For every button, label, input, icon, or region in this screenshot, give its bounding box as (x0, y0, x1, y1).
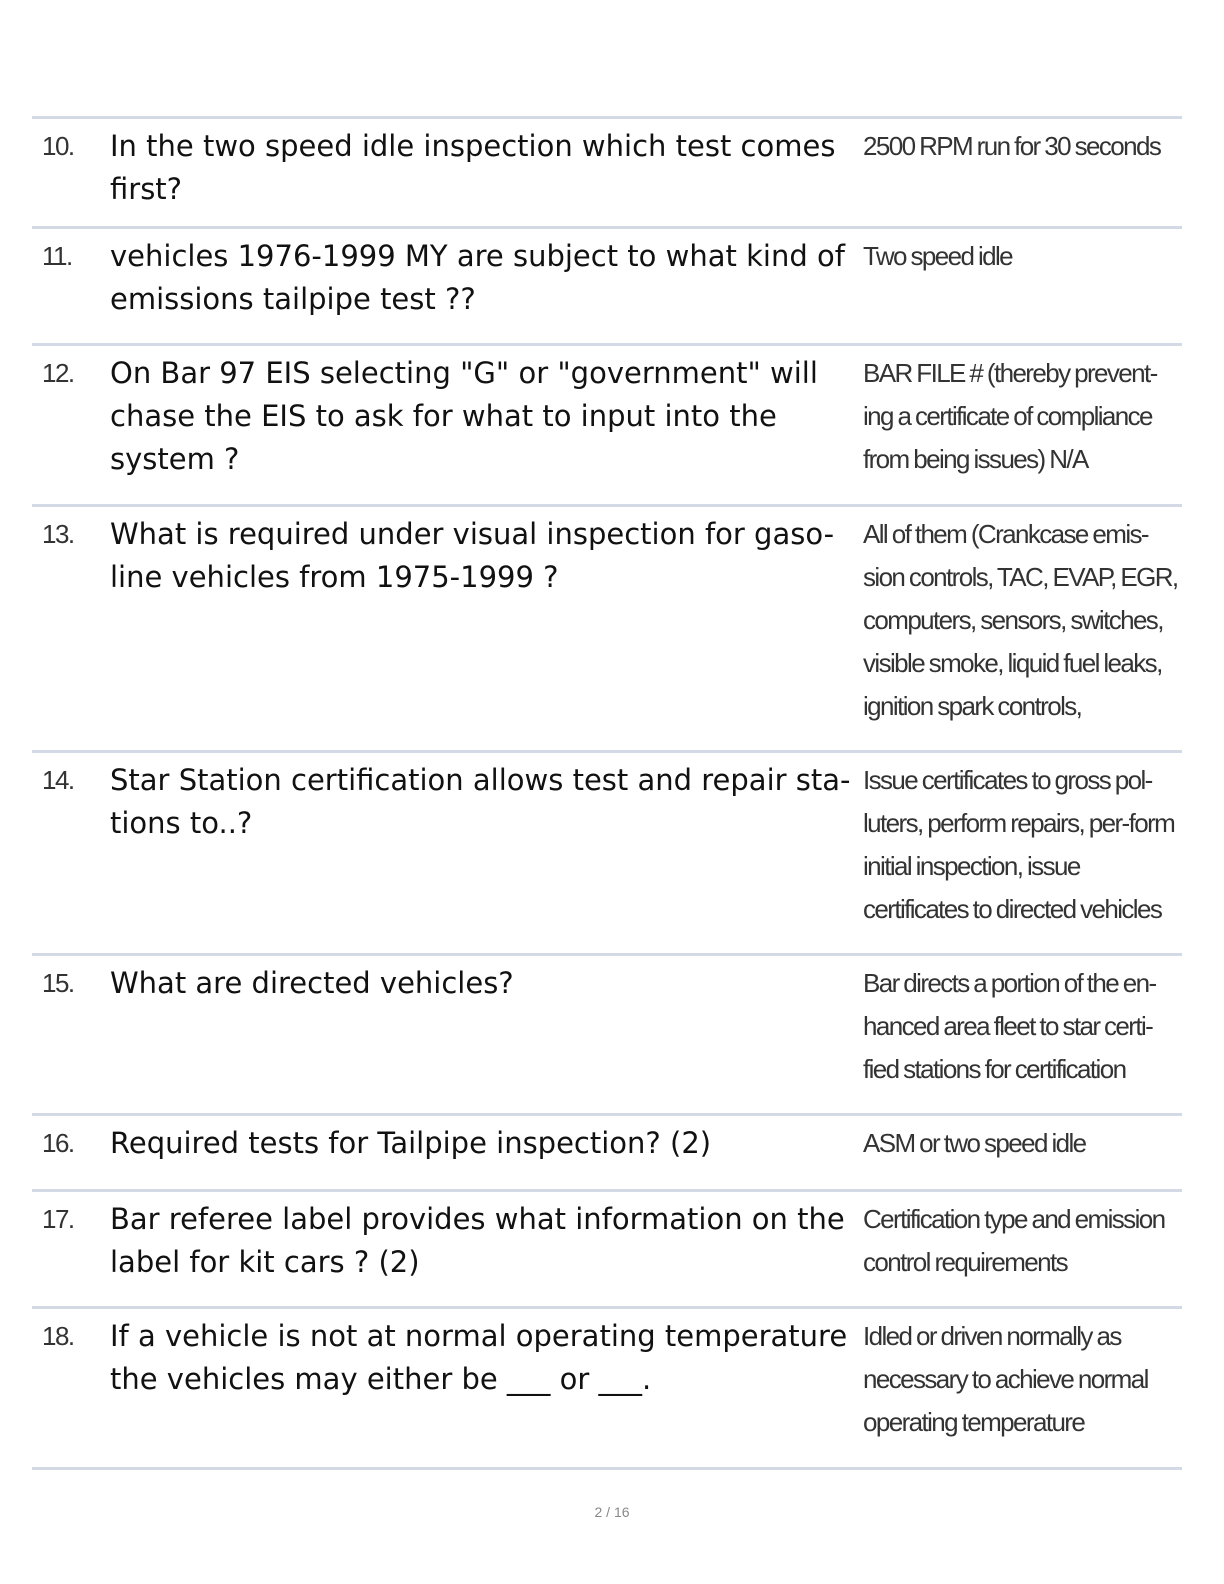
page-number: 2 / 16 (594, 1504, 630, 1520)
answer-text: 2500 RPM run for 30 seconds (863, 131, 1161, 161)
flashcard-row (32, 1116, 1182, 1192)
answer-text: BAR FILE # (thereby prevent-ing a certificate of compliance from being issues) N/A (863, 358, 1157, 474)
flashcard-row (32, 119, 1182, 229)
question-number: 16. (42, 1128, 74, 1158)
question-text: Bar referee label provides what information on the label for kit cars ? (2) (110, 1202, 845, 1279)
flashcard-row (32, 753, 1182, 956)
answer-text: ASM or two speed idle (863, 1128, 1086, 1158)
question-number: 10. (42, 131, 74, 161)
question-number: 14. (42, 765, 74, 795)
flashcard-row (32, 1192, 1182, 1309)
question-text: If a vehicle is not at normal operating temperature the vehicles may either be ___ or ___. (110, 1319, 848, 1396)
question-text: What is required under visual inspection for gaso-line vehicles from 1975-1999 ? (110, 517, 835, 594)
flashcard-row (32, 229, 1182, 346)
answer-text: Certification type and emission control requirements (863, 1204, 1165, 1277)
answer-text: All of them (Crankcase emis-sion controls, TAC, EVAP, EGR, computers, sensors, switches, visible smoke, liquid fuel leaks, ignition spark controls, (863, 519, 1178, 721)
question-text: What are directed vehicles? (110, 966, 514, 1000)
question-text: On Bar 97 EIS selecting "G" or "government" will chase the EIS to ask for what to input into the system ? (110, 356, 818, 476)
question-number: 13. (42, 519, 74, 549)
question-text: Required tests for Tailpipe inspection? (2) (110, 1126, 712, 1160)
answer-text: Issue certificates to gross pol-luters, perform repairs, per-form initial inspection, issue certificates to directed vehicles (863, 765, 1175, 924)
question-number: 12. (42, 358, 74, 388)
answer-text: Idled or driven normally as necessary to achieve normal operating temperature (863, 1321, 1148, 1437)
question-text: Star Station certification allows test and repair sta-tions to..? (110, 763, 851, 840)
flashcard-row (32, 956, 1182, 1116)
flashcard-row (32, 1309, 1182, 1470)
answer-text: Bar directs a portion of the en-hanced area fleet to star certi-fied stations for certification (863, 968, 1156, 1084)
question-text: In the two speed idle inspection which test comes first? (110, 129, 836, 206)
flashcard-row (32, 346, 1182, 507)
question-number: 17. (42, 1204, 74, 1234)
question-number: 15. (42, 968, 74, 998)
flashcard-list (32, 116, 1182, 1470)
answer-text: Two speed idle (863, 241, 1013, 271)
flashcard-row (32, 507, 1182, 753)
question-text: vehicles 1976-1999 MY are subject to what kind of emissions tailpipe test ?? (110, 239, 845, 316)
question-number: 18. (42, 1321, 74, 1351)
question-number: 11. (42, 241, 72, 271)
